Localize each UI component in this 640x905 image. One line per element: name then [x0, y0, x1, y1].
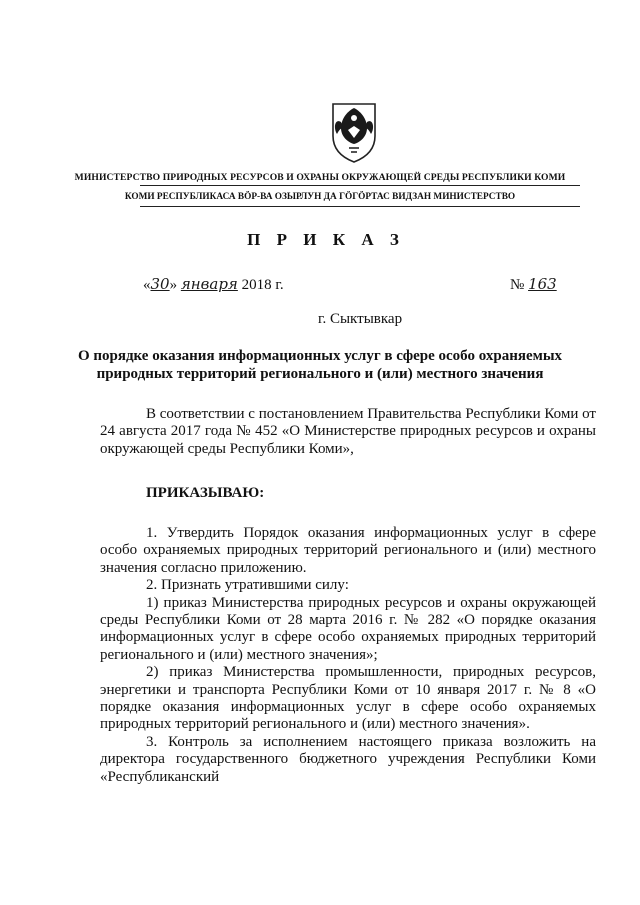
order-items	[100, 525, 596, 786]
document-title: П Р И К А З	[247, 230, 405, 249]
order-item-3: 3. Контроль за исполнением настоящего приказа возложить на директора государственного бюджетного учреждения Республики Коми «Республиканский	[100, 733, 596, 785]
order-date	[143, 275, 284, 294]
header-divider-bottom	[140, 206, 580, 207]
order-item-2-2: 2) приказ Министерства промышленности, природных ресурсов, энергетики и транспорта Республики Коми от 10 января 2017 г. № 8 «О порядке оказания информационных услуг в сфере особо охраняемых природных территорий регионального и (или) местного значения».	[100, 664, 596, 733]
order-item-2-1: 1) приказ Министерства природных ресурсов и охраны окружающей среды Республики Коми от 28 марта 2016 г. № 282 «О порядке оказания информационных услуг в сфере особо охраняемых природных территорий регионального и (или) местного значения»;	[100, 594, 596, 663]
date-day: 30	[150, 275, 170, 293]
orders-word: ПРИКАЗЫВАЮ:	[146, 485, 265, 501]
header-divider	[140, 185, 580, 186]
ministry-name-russian: МИНИСТЕРСТВО ПРИРОДНЫХ РЕСУРСОВ И ОХРАНЫ ОКРУЖАЮЩЕЙ СРЕДЫ РЕСПУБЛИКИ КОМИ	[74, 172, 566, 183]
ministry-name-komi: КОМИ РЕСПУБЛИКАСА ВӦР-ВА ОЗЫРЛУН ДА ГӦГӦРТАС ВИДЗАН МИНИСТЕРСТВО	[124, 192, 516, 202]
date-open-quote: «	[143, 277, 151, 293]
date-year: 2018 г.	[241, 277, 284, 293]
heading-line-2: природных территорий регионального и (или) местного значения	[96, 366, 544, 382]
number-value: 163	[528, 275, 557, 293]
order-heading	[0, 347, 640, 383]
date-month: января	[180, 275, 238, 293]
number-prefix: №	[510, 277, 525, 293]
date-close-quote: »	[169, 277, 178, 293]
order-item-1: 1. Утвердить Порядок оказания информационных услуг в сфере особо охраняемых природных территорий регионального и (или) местного значения согласно приложению.	[100, 525, 596, 576]
preamble: В соответствии с постановлением Правительства Республики Коми от 24 августа 2017 года № 452 «О Министерстве природных ресурсов и охраны окружающей среды Республики Коми»,	[100, 406, 596, 457]
order-number	[510, 275, 557, 294]
order-item-2: 2. Признать утратившими силу:	[146, 577, 349, 594]
coat-of-arms-icon	[327, 98, 381, 164]
heading-line-1: О порядке оказания информационных услуг в сфере особо охраняемых	[77, 348, 563, 364]
city: г. Сыктывкар	[318, 311, 403, 327]
